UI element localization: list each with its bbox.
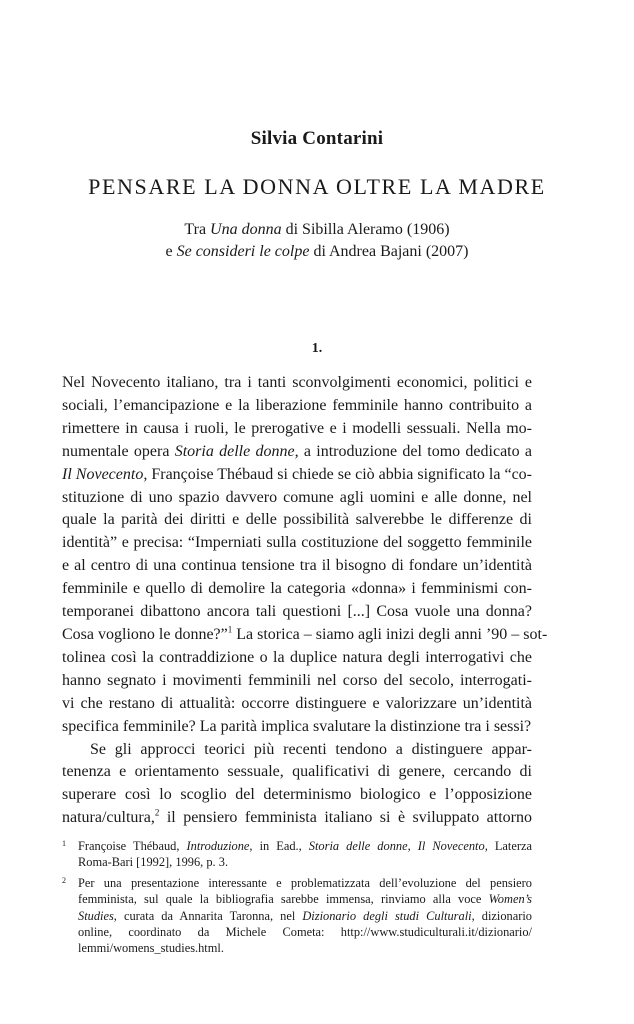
section-number: 1. bbox=[311, 341, 323, 356]
article-subtitle bbox=[0, 219, 634, 263]
body-line: hanno segnato i movimenti femminili nel corso del secolo, interrogati- bbox=[62, 671, 532, 689]
body-line: Se gli approcci teorici più recenti tendono a distinguere appar- bbox=[90, 740, 532, 758]
footnotes bbox=[62, 838, 532, 961]
footnote-line: femminista, sul quale la bibliografia sarebbe immensa, rinviamo alla voce Women’s bbox=[78, 892, 532, 907]
footnote bbox=[62, 875, 532, 957]
footnote bbox=[62, 838, 532, 871]
subtitle-line-2: e Se consideri le colpe di Andrea Bajani (2007) bbox=[165, 243, 469, 260]
body-line: quale la parità dei diritti e delle possibilità salverebbe le differenze di bbox=[62, 511, 532, 529]
body-line: superare così lo scoglio del determinismo biologico e l’opposizione bbox=[62, 786, 532, 804]
body-line: e al centro di una continua tensione tra il bisogno di fondare un’identità bbox=[62, 557, 532, 575]
body-line: identità” e precisa: “Imperniati sulla costituzione del soggetto femminile bbox=[62, 534, 532, 552]
footnote-mark: 1 bbox=[62, 839, 66, 848]
body-line: Il Novecento, Françoise Thébaud si chiede se ciò abbia significato la “co- bbox=[62, 465, 533, 483]
body-text bbox=[62, 372, 548, 830]
body-line: rimettere in causa i ruoli, le prerogative e i modelli sessuali. Nella mo- bbox=[62, 419, 532, 437]
body-line: tolinea così la contraddizione o la duplice natura degli interrogativi che bbox=[62, 648, 532, 666]
author-name: Silvia Contarini bbox=[250, 128, 384, 149]
footnote-mark: 2 bbox=[62, 875, 66, 885]
subtitle-line-1: Tra Una donna di Sibilla Aleramo (1906) bbox=[184, 221, 450, 238]
body-line: natura/cultura,$^2$ il pensiero femminista italiano si è sviluppato attorno bbox=[62, 807, 532, 827]
footnote-line: Roma-Bari [1992], 1996, p. 3. bbox=[78, 855, 229, 870]
footnote-line: Françoise Thébaud, Introduzione, in Ead., Storia delle donne, Il Novecento, Laterza bbox=[78, 839, 532, 853]
footnote-line: lemmi/womens_studies.html. bbox=[78, 941, 224, 956]
body-line: vi che restano di attualità: occorre distinguere e valorizzare un’identità bbox=[62, 694, 532, 712]
body-line: stituzione di uno spazio davvero comune agli uomini e alle donne, nel bbox=[62, 488, 532, 506]
body-line: temporanei dibattono ancora tali questioni [...] Cosa vuole una donna? bbox=[62, 603, 532, 621]
body-line: specifica femminile? La parità implica svalutare la distinzione tra i sessi? bbox=[62, 717, 532, 735]
article-title: PENSARE LA DONNA OLTRE LA MADRE bbox=[88, 174, 546, 199]
body-line: sociali, l’emancipazione e la liberazione femminile hanno contribuito a bbox=[62, 396, 532, 414]
body-line: Cosa vogliono le donne?”$^1$ La storica – siamo agli inizi degli anni ’90 – sot- bbox=[62, 624, 548, 643]
footnote-line: Studies, curata da Annarita Taronna, nel Dizionario degli studi Culturali, dizionario bbox=[78, 908, 532, 923]
footnote-line: Per una presentazione interessante e problematizzata dell’evoluzione del pensiero bbox=[78, 875, 532, 890]
body-line: femminile e quello di demolire la categoria «donna» i femminismi con- bbox=[62, 580, 532, 598]
footnote-line: online, coordinato da Michele Cometa: http://www.studiculturali.it/dizionario/ bbox=[78, 925, 532, 940]
body-line: tenenza e orientamento sessuale, qualificativi di genere, cercando di bbox=[62, 763, 532, 781]
body-line: Nel Novecento italiano, tra i tanti sconvolgimenti economici, politici e bbox=[62, 374, 532, 391]
body-line: numentale opera Storia delle donne, a introduzione del tomo dedicato a bbox=[62, 442, 532, 460]
